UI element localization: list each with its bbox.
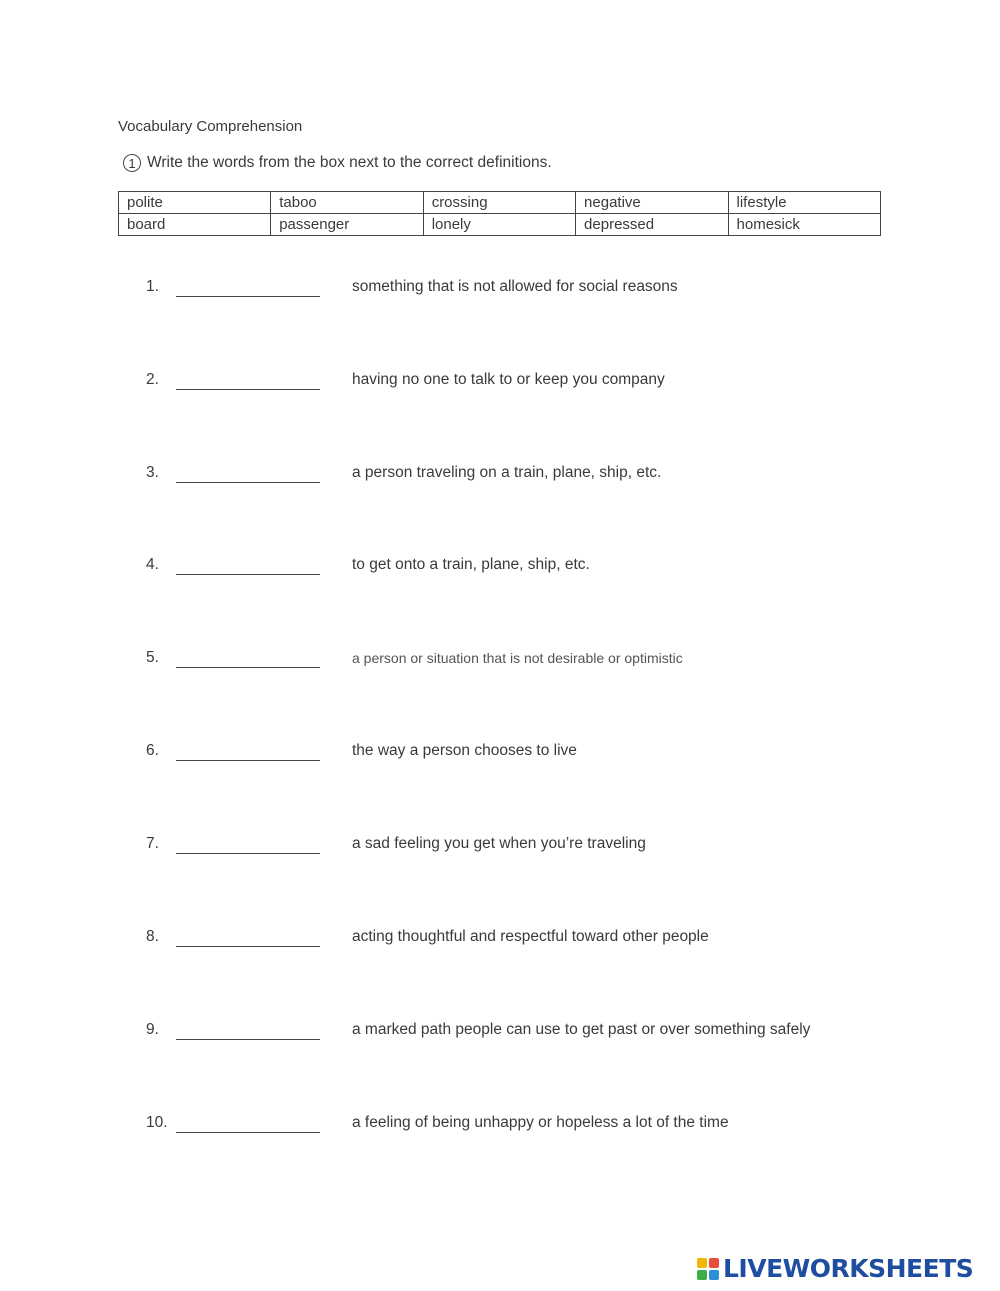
word-cell: crossing [423, 192, 575, 214]
word-cell: homesick [728, 214, 880, 236]
word-cell: polite [119, 192, 271, 214]
worksheet-title: Vocabulary Comprehension [118, 118, 303, 135]
answer-blank[interactable] [176, 649, 320, 668]
item-number: 8. [146, 928, 159, 945]
logo-text: LIVEWORKSHEETS [723, 1254, 974, 1283]
word-box-row [119, 192, 881, 214]
item-number: 4. [146, 556, 159, 573]
definition-item [146, 835, 926, 857]
word-cell: depressed [576, 214, 728, 236]
item-number: 9. [146, 1021, 159, 1038]
logo-block [697, 1270, 707, 1280]
item-number: 5. [146, 649, 159, 666]
item-number: 3. [146, 464, 159, 481]
instruction [123, 154, 552, 172]
answer-blank[interactable] [176, 1021, 320, 1040]
definition-text: having no one to talk to or keep you company [352, 371, 665, 388]
definition-text: a sad feeling you get when you’re traveling [352, 835, 646, 852]
definition-item [146, 928, 926, 950]
liveworksheets-logo [697, 1254, 973, 1283]
logo-block [697, 1258, 707, 1268]
definition-item [146, 649, 926, 671]
answer-blank[interactable] [176, 464, 320, 483]
item-number: 2. [146, 371, 159, 388]
word-cell: lonely [423, 214, 575, 236]
item-number: 10. [146, 1114, 168, 1131]
definition-item [146, 371, 926, 393]
logo-block [709, 1270, 719, 1280]
word-cell: negative [576, 192, 728, 214]
definition-text: a person or situation that is not desirable or optimistic [352, 650, 683, 666]
definition-text: a feeling of being unhappy or hopeless a lot of the time [352, 1114, 729, 1131]
definition-text: to get onto a train, plane, ship, etc. [352, 556, 590, 573]
word-cell: passenger [271, 214, 423, 236]
definition-item [146, 1021, 926, 1043]
answer-blank[interactable] [176, 742, 320, 761]
definition-item [146, 742, 926, 764]
word-cell: lifestyle [728, 192, 880, 214]
definition-text: the way a person chooses to live [352, 742, 577, 759]
answer-blank[interactable] [176, 1114, 320, 1133]
answer-blank[interactable] [176, 556, 320, 575]
definition-text: a person traveling on a train, plane, ship, etc. [352, 464, 662, 481]
word-box [118, 191, 881, 236]
word-cell: board [119, 214, 271, 236]
definition-text: something that is not allowed for social reasons [352, 278, 678, 295]
definition-item [146, 464, 926, 486]
definition-text: acting thoughtful and respectful toward other people [352, 928, 709, 945]
instruction-text: Write the words from the box next to the correct definitions. [147, 154, 552, 171]
item-number: 7. [146, 835, 159, 852]
instruction-number: 1 [123, 154, 141, 172]
definition-item [146, 556, 926, 578]
item-number: 1. [146, 278, 159, 295]
word-box-row [119, 214, 881, 236]
logo-blocks-icon [697, 1258, 719, 1280]
definition-item [146, 1114, 926, 1136]
definition-item [146, 278, 926, 300]
answer-blank[interactable] [176, 371, 320, 390]
item-number: 6. [146, 742, 159, 759]
logo-block [709, 1258, 719, 1268]
answer-blank[interactable] [176, 835, 320, 854]
word-cell: taboo [271, 192, 423, 214]
definition-text: a marked path people can use to get past or over something safely [352, 1021, 811, 1038]
answer-blank[interactable] [176, 278, 320, 297]
answer-blank[interactable] [176, 928, 320, 947]
